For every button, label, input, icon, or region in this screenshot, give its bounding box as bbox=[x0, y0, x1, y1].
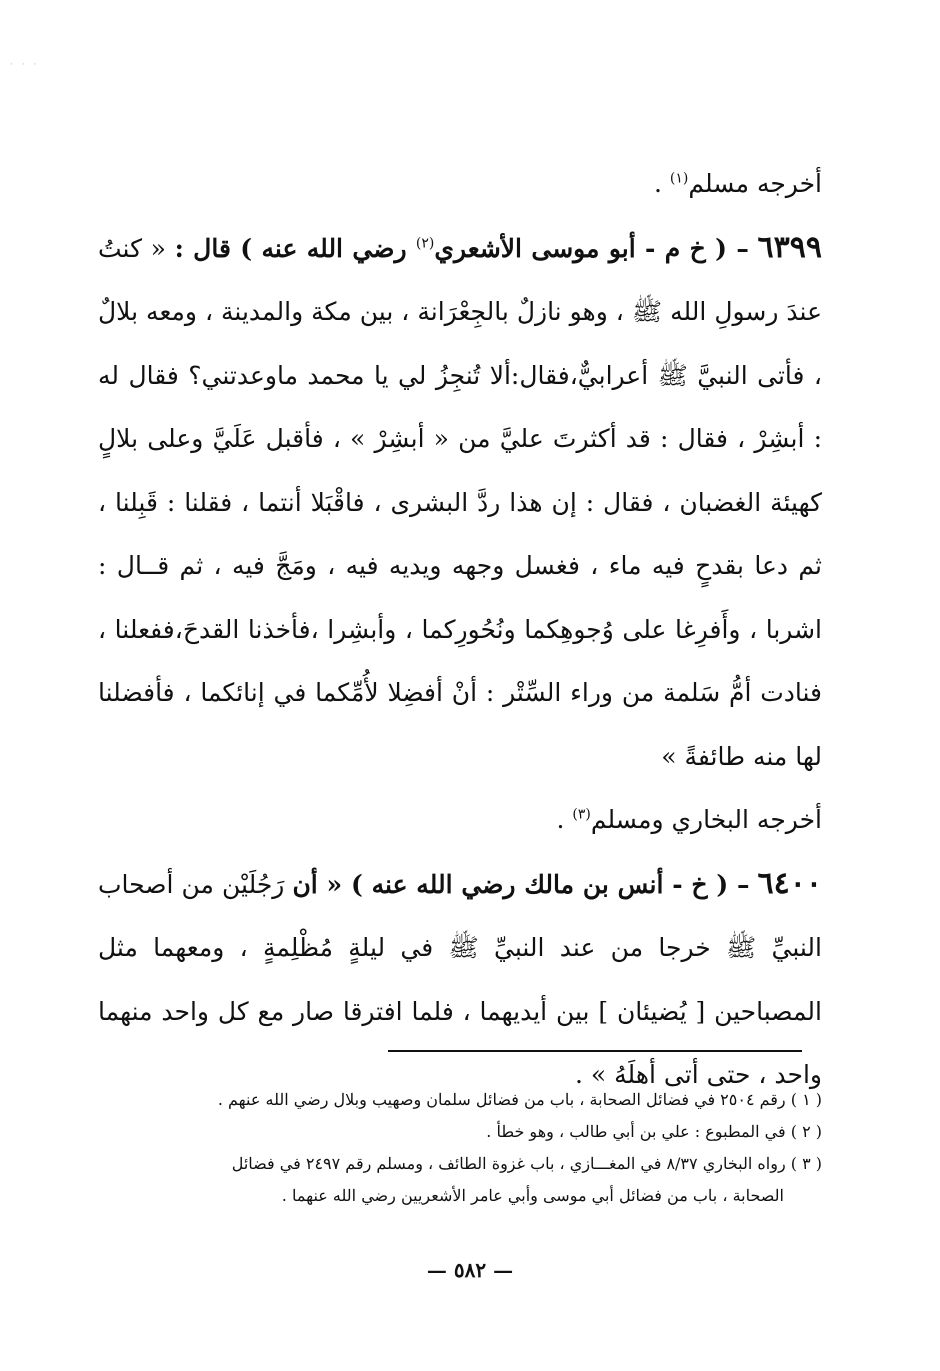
hadith-6400 bbox=[98, 852, 822, 1107]
hadith-6398-source-line bbox=[98, 152, 822, 216]
footnote-2: ( ٢ ) في المطبوع : علي بن أبي طالب ، وهو خطأ . bbox=[486, 1122, 822, 1141]
footnote-divider bbox=[388, 1050, 802, 1052]
hadith-6399-body: « كنتُ عندَ رسولِ الله ﷺ ، وهو نازلٌ بالجِعْرَانة ، بين مكة والمدينة ، ومعه بلالٌ ، فأتى النبيَّ ﷺ أعرابيٌّ،فقال:ألا تُنجِزُ لي يا محمد ماوعدتني؟ فقال له : أبشِرْ ، فقال : قد أكثرتَ عليَّ من « أبشِرْ » ، فأقبل عَلَيَّ وعلى بلالٍ كهيئة الغضبان ، فقال : إن هذا ردَّ البشرى ، فاقْبَلا أنتما ، فقلنا : قَبِلنا ، ثم دعا بقدحٍ فيه ماء ، فغسل وجهه ويديه فيه ، ومَجَّ فيه ، ثم قــال : اشربا ، وأَفرِغا على وُجوهِكما ونُحُورِكما ، وأبشِرا ،فأخذنا القدحَ،ففعلنا ، فنادت أمُّ سَلمة من وراء السِّتْر : أنْ أفضِلا لأُمِّكما في إنائكما ، فأفضلنا لها منه طائفةً » bbox=[98, 233, 822, 771]
footnote-ref-3: (٣) bbox=[572, 806, 591, 823]
main-text bbox=[98, 152, 822, 1107]
hadith-6399-source-line bbox=[98, 788, 822, 852]
footnote-ref-2: (٢) bbox=[415, 235, 435, 252]
hadith-6399 bbox=[98, 216, 822, 789]
hadith-6400-narrator: – ( خ - أنس بن مالك bbox=[524, 869, 750, 899]
hadith-6399-narrator-end: رضي الله عنه ) قال : bbox=[174, 233, 416, 263]
source-text: أخرجه مسلم bbox=[688, 169, 822, 198]
page-number: — ٥٨٢ — bbox=[426, 1258, 514, 1282]
footnote-3-continuation: الصحابة ، باب من فضائل أبي موسى وأبي عامر الأشعريين رضي الله عنهما . bbox=[281, 1186, 784, 1205]
period: . bbox=[654, 169, 670, 198]
hadith-number-6399: ٦٣٩٩ bbox=[757, 229, 822, 265]
period: . bbox=[556, 805, 573, 834]
footnote-1: ( ١ ) رقم ٢٥٠٤ في فضائل الصحابة ، باب من فضائل سلمان وصهيب وبلال رضي الله عنهم . bbox=[217, 1090, 822, 1109]
corner-mark: · · · bbox=[10, 60, 40, 70]
source-text: أخرجه البخاري ومسلم bbox=[590, 805, 822, 834]
footnote-3: ( ٣ ) رواه البخاري ٨/٣٧ في المغـــازي ، باب غزوة الطائف ، ومسلم رقم ٢٤٩٧ في فضائل bbox=[231, 1154, 822, 1173]
footnotes bbox=[98, 1084, 822, 1212]
hadith-number-6400: ٦٤٠٠ bbox=[757, 865, 822, 901]
hadith-6399-narrator: – ( خ م - أبو موسى الأشعري bbox=[434, 233, 749, 263]
footnote-ref-1: (١) bbox=[669, 170, 689, 187]
hadith-6400-narrator-end: رضي الله عنه ) « أن bbox=[292, 869, 525, 899]
hadith-6400-body: رَجُلَيْن من أصحاب النبيِّ ﷺ خرجا من عند النبيِّ ﷺ في ليلةٍ مُظْلِمةٍ ، ومعهما مثل المصباحين [ يُضيئان ] بين أيديهما ، فلما افترقا صار مع كل واحد منهما واحد ، حتى أتى أهلَهُ » . bbox=[98, 869, 822, 1089]
